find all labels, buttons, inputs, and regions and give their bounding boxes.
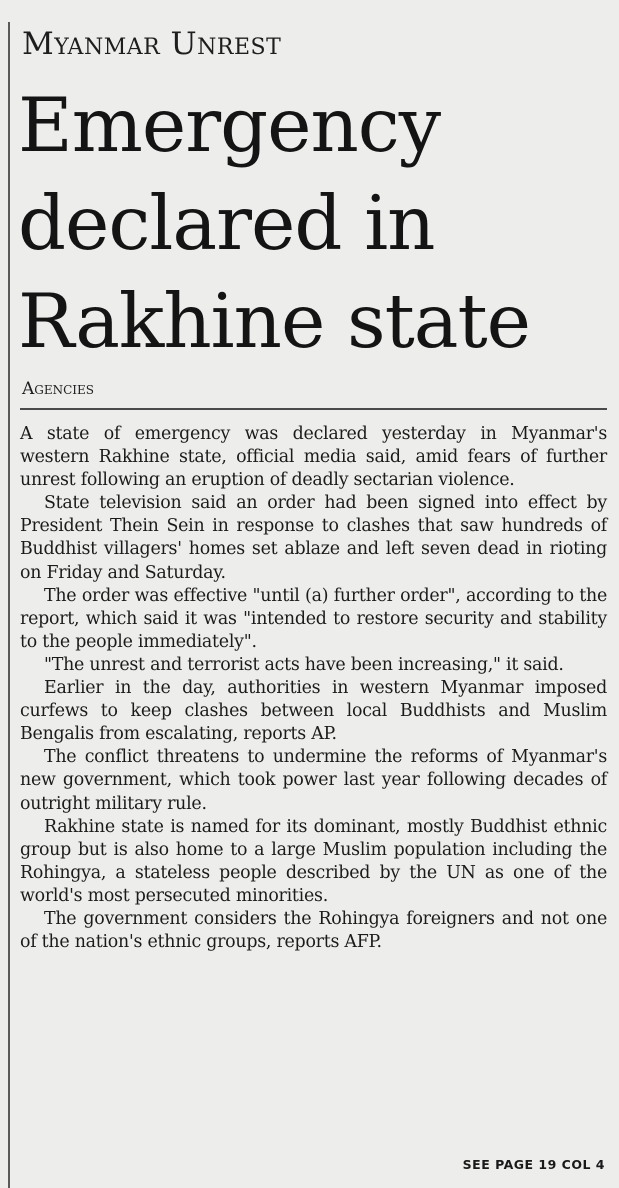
headline <box>18 76 613 370</box>
headline-line-1: Emergency <box>18 81 441 169</box>
section-kicker: Myanmar Unrest <box>22 26 282 62</box>
paragraph: A state of emergency was declared yesterday in Myanmar's western Rakhine state, official media said, amid fears of further unrest following an eruption of deadly sectarian violence. <box>20 424 607 491</box>
column-rule <box>8 22 10 1188</box>
paragraph: Earlier in the day, authorities in western Myanmar imposed curfews to keep clashes between local Buddhists and Muslim Bengalis from escalating, reports AP. <box>20 678 607 745</box>
article-body <box>20 423 607 954</box>
paragraph: The order was effective "until (a) further order", according to the report, which said it was "intended to restore security and stability to the people immediately". <box>20 585 607 652</box>
paragraph: State television said an order had been signed into effect by President Thein Sein in response to clashes that saw hundreds of Buddhist villagers' homes set ablaze and left seven dead in rioting on Friday and Saturday. <box>20 493 607 583</box>
paragraph: "The unrest and terrorist acts have been increasing," it said. <box>44 654 564 675</box>
paragraph: The government considers the Rohingya foreigners and not one of the nation's ethnic groups, reports AFP. <box>20 908 607 953</box>
byline-divider <box>20 408 607 410</box>
paragraph: The conflict threatens to undermine the reforms of Myanmar's new government, which took power last year following decades of outright military rule. <box>20 747 607 814</box>
headline-line-3: Rakhine state <box>18 277 531 365</box>
continuation-line: SEE PAGE 19 COL 4 <box>462 1157 605 1172</box>
paragraph: Rakhine state is named for its dominant, mostly Buddhist ethnic group but is also home to a large Muslim population including the Rohingya, a stateless people described by the UN as one of the world's most persecuted minorities. <box>20 816 607 906</box>
byline: Agencies <box>22 379 95 399</box>
headline-line-2: declared in <box>18 179 435 267</box>
